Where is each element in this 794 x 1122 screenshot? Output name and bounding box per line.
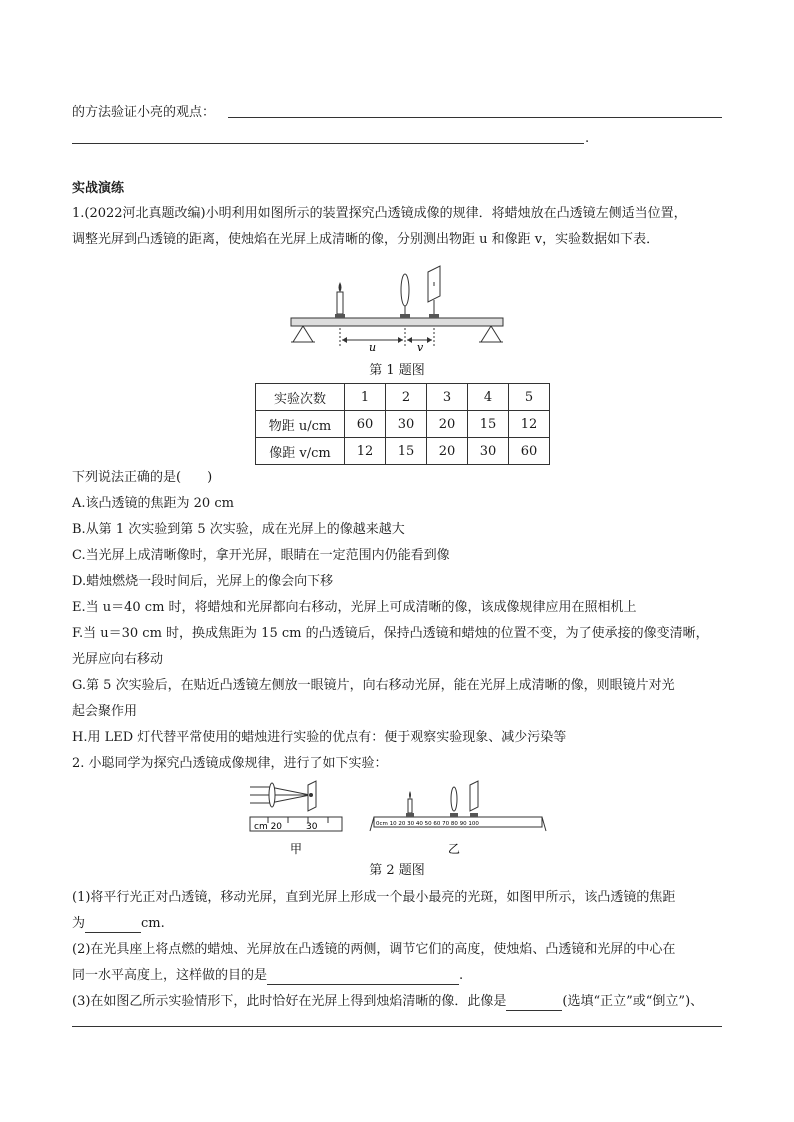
bench-leg-left [291,326,315,342]
top-line-2-end: . [585,131,590,146]
table-cell: 2 [386,384,427,411]
q2-p3-text-b: (选填“正立”或“倒立”)、 [562,994,704,1009]
table-cell: 30 [386,411,427,438]
q2-p1-line-2 [72,915,165,933]
table-header-cell: 物距 u/cm [256,411,345,438]
candle-icon [406,791,414,817]
q2-figure-yi [368,777,548,857]
convex-lens-icon [269,783,275,807]
q2-figure-caption: 第 2 题图 [369,863,425,878]
q2-p3-text-a: (3)在如图乙所示实验情形下，此时恰好在光屏上得到烛焰清晰的像．此像是 [72,994,507,1009]
table-cell: 15 [468,411,509,438]
q1-data-table [255,383,550,465]
top-line-1-prefix: 的方法验证小亮的观点： [72,105,216,120]
bench-leg-right [479,326,503,342]
q2-line-1: 2. 小聪同学为探究凸透镜成像规律，进行了如下实验： [72,756,388,771]
q1-option-a: A.该凸透镜的焦距为 20 cm [72,496,234,511]
q2-p1-text-a: 为 [72,916,86,931]
q2-p3-line-1 [72,993,703,1011]
fig-jia-label: 甲 [290,842,303,856]
q1-option-f: F.当 u＝30 cm 时，换成焦距为 15 cm 的凸透镜后，保持凸透镜和蜡烛的位置不变，为了使承接的像变清晰， [72,626,709,641]
q1-option-f-cont: 光屏应向右移动 [72,652,164,667]
convex-lens-icon [450,787,458,817]
q2-p2-line-1: (2)在光具座上将点燃的蜡烛、光屏放在凸透镜的两侧，调节它们的高度，使烛焰、凸透镜和光屏的中心在 [72,942,676,957]
q2-p2-line-2 [72,967,463,985]
table-header-cell: 实验次数 [256,384,345,411]
q1-option-e: E.当 u＝40 cm 时，将蜡烛和光屏都向右移动，光屏上可成清晰的像，该成像规律应用在照相机上 [72,600,637,615]
table-cell: 20 [427,438,468,465]
table-cell: 3 [427,384,468,411]
q2-p1-line-1: (1)将平行光正对凸透镜，移动光屏，直到光屏上形成一个最小最亮的光斑，如图甲所示，该凸透镜的焦距 [72,890,676,905]
table-cell: 60 [509,438,550,465]
q1-option-g-cont: 起会聚作用 [72,704,138,719]
q1-prompt: 下列说法正确的是( ) [72,470,213,485]
label-v: v [417,341,424,352]
table-cell: 60 [345,411,386,438]
q1-option-h: H.用 LED 灯代替平常使用的蜡烛进行实验的优点有：便于观察实验现象、减少污染等 [72,730,567,745]
q1-line-1: 1.(2022河北真题改编)小明利用如图所示的装置探究凸透镜成像的规律．将蜡烛放在凸透镜左侧适当位置， [72,206,687,221]
table-row [256,438,550,465]
table-cell: 5 [509,384,550,411]
answer-blank-1[interactable] [228,117,722,118]
table-cell: 20 [427,411,468,438]
bench-scale-label: 0cm 10 20 30 40 50 60 70 80 90 100 [376,821,479,827]
light-screen-icon [428,266,440,318]
top-line-1 [72,104,215,122]
q2-p1-text-b: cm. [141,916,165,931]
q2-p2-text-b: . [459,968,464,983]
q1-option-c: C.当光屏上成清晰像时，拿开光屏，眼睛在一定范围内仍能看到像 [72,548,450,563]
table-header-cell: 像距 v/cm [256,438,345,465]
q2-p2-text-a: 同一水平高度上，这样做的目的是 [72,968,268,983]
q1-figure-caption: 第 1 题图 [369,363,425,378]
image-orientation-blank[interactable] [506,996,562,1011]
ruler-label-20: cm 20 [254,822,283,832]
table-cell: 4 [468,384,509,411]
q1-line-2: 调整光屏到凸透镜的距离，使烛焰在光屏上成清晰的像，分别测出物距 u 和像距 v，实验数据如下表． [72,232,660,247]
q1-option-b: B.从第 1 次实验到第 5 次实验，成在光屏上的像越来越大 [72,522,405,537]
convex-lens-icon [400,274,410,318]
ruler-label-30: 30 [306,822,318,832]
purpose-blank[interactable] [267,970,459,985]
bottom-divider [72,1026,722,1027]
answer-blank-2[interactable] [72,143,584,144]
label-u: u [369,341,377,352]
light-screen-icon [470,781,478,817]
q1-option-g: G.第 5 次实验后，在贴近凸透镜左侧放一眼镜片，向右移动光屏，能在光屏上成清晰的像，则眼镜片对光 [72,678,675,693]
parallel-light-icon [250,787,310,803]
section-title: 实战演练 [72,181,125,196]
table-cell: 15 [386,438,427,465]
bench-bar [291,318,503,326]
q1-option-d: D.蜡烛燃烧一段时间后，光屏上的像会向下移 [72,574,334,589]
candle-icon [335,282,345,318]
focal-length-blank[interactable] [85,918,141,933]
table-cell: 1 [345,384,386,411]
q1-bench-figure [285,262,515,352]
table-cell: 12 [345,438,386,465]
table-cell: 30 [468,438,509,465]
q2-figure-jia [248,777,348,857]
table-row [256,411,550,438]
table-cell: 12 [509,411,550,438]
table-row [256,384,550,411]
fig-yi-label: 乙 [448,842,461,856]
